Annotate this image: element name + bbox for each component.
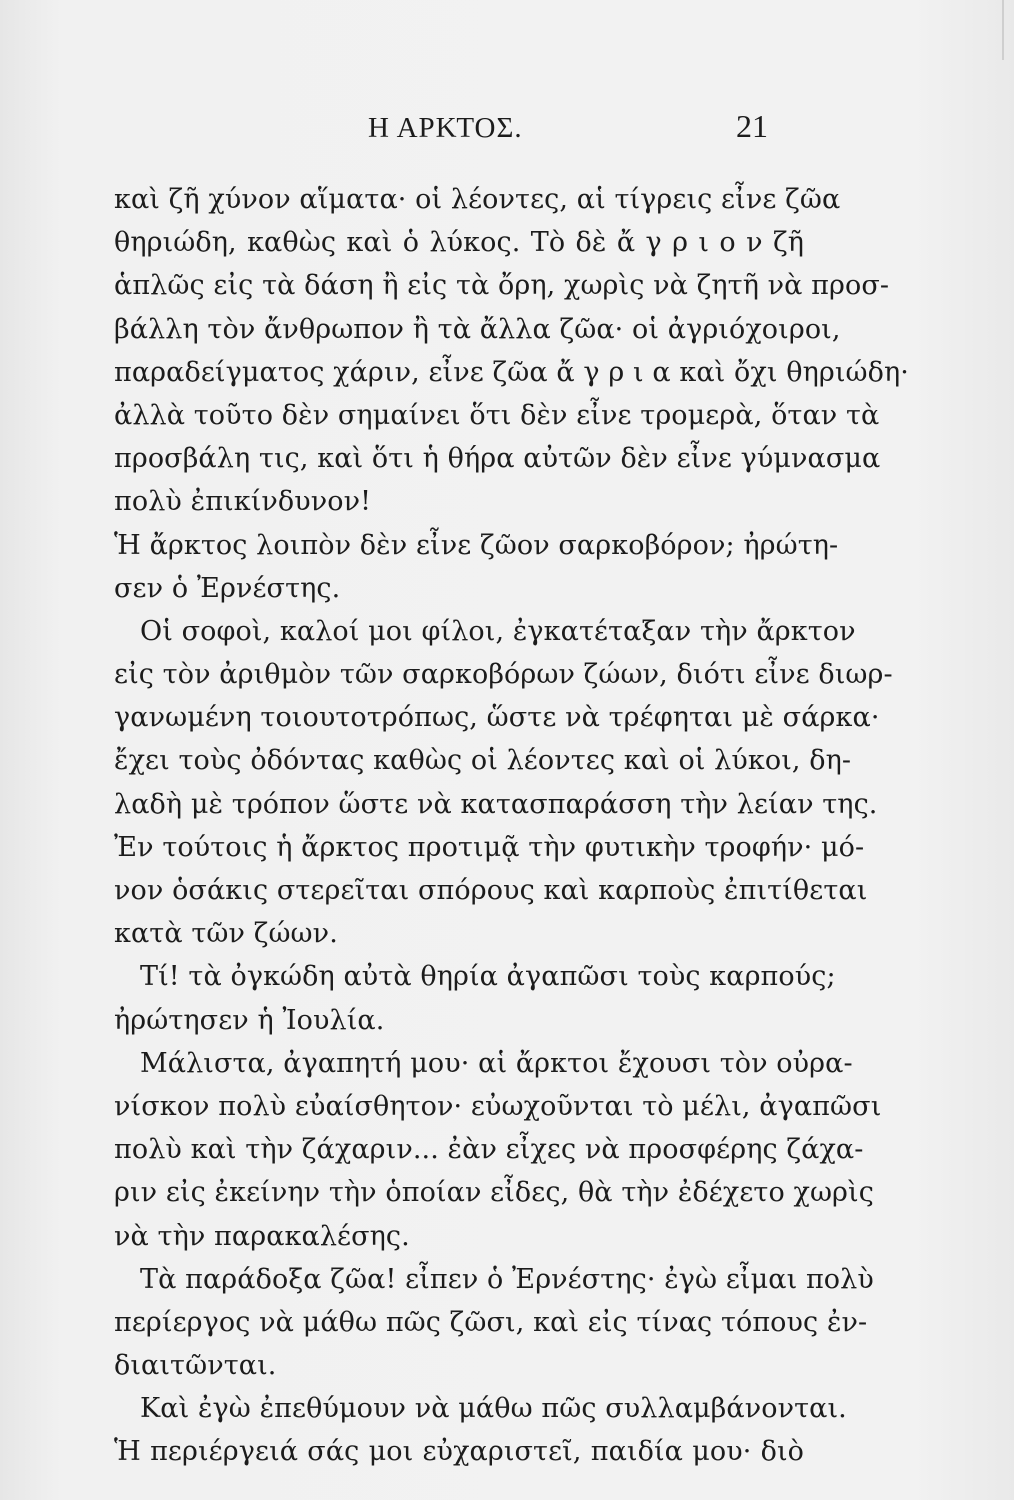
text-line: βάλλη τὸν ἄνθρωπον ἢ τὰ ἄλλα ζῶα· οἱ ἀγριόχοιροι, bbox=[114, 313, 841, 345]
text-line: ἁπλῶς εἰς τὰ δάση ἢ εἰς τὰ ὄρη, χωρὶς νὰ ζητῆ νὰ προσ- bbox=[114, 270, 890, 302]
running-title: Η ΑΡΚΤΟΣ. bbox=[368, 112, 523, 144]
text-line: κατὰ τῶν ζώων. bbox=[114, 918, 338, 950]
text-line: Τί! τὰ ὀγκώδη αὐτὰ θηρία ἀγαπῶσι τοὺς καρπούς; bbox=[140, 961, 836, 993]
text-line: ριν εἰς ἐκείνην τὴν ὁποίαν εἶδες, θὰ τὴν ἐδέχετο χωρὶς bbox=[114, 1177, 874, 1209]
text-line: διαιτῶνται. bbox=[114, 1350, 277, 1382]
text-line: Ἡ περιέργειά σάς μοι εὐχαριστεῖ, παιδία μου· διὸ bbox=[114, 1436, 804, 1468]
text-line: γανωμένη τοιουτοτρόπως, ὥστε νὰ τρέφηται μὲ σάρκα· bbox=[114, 702, 880, 734]
text-line: Ἡ ἄρκτος λοιπὸν δὲν εἶνε ζῶον σαρκοβόρον; ἠρώτη- bbox=[114, 529, 839, 561]
text-line: θηριώδη, καθὼς καὶ ὁ λύκος. Τὸ δὲ ἄ γ ρ ι ο ν ζῆ bbox=[114, 227, 804, 259]
text-line: περίεργος νὰ μάθω πῶς ζῶσι, καὶ εἰς τίνας τόπους ἐν- bbox=[114, 1306, 868, 1338]
text-line: ἀλλὰ τοῦτο δὲν σημαίνει ὅτι δὲν εἶνε τρομερὰ, ὅταν τὰ bbox=[114, 399, 880, 431]
text-line: Ἐν τούτοις ἡ ἄρκτος προτιμᾷ τὴν φυτικὴν τροφήν· μό- bbox=[114, 831, 865, 863]
page-edge-shadow bbox=[1002, 0, 1004, 60]
body-text bbox=[114, 178, 909, 1474]
page-number: 21 bbox=[736, 108, 768, 144]
text-line: ἔχει τοὺς ὀδόντας καθὼς οἱ λέοντες καὶ οἱ λύκοι, δη- bbox=[114, 745, 852, 777]
text-line: εἰς τὸν ἀριθμὸν τῶν σαρκοβόρων ζώων, διότι εἶνε διωρ- bbox=[114, 659, 893, 691]
text-line: νὰ τὴν παρακαλέσης. bbox=[114, 1220, 410, 1252]
text-line: ἠρώτησεν ἡ Ἰουλία. bbox=[114, 1004, 385, 1036]
page-header bbox=[118, 108, 768, 158]
text-line: νον ὁσάκις στερεῖται σπόρους καὶ καρποὺς ἐπιτίθεται bbox=[114, 875, 868, 906]
text-line: προσβάλη τις, καὶ ὅτι ἡ θήρα αὐτῶν δὲν εἶνε γύμνασμα bbox=[114, 443, 881, 475]
text-line: πολὺ ἐπικίνδυνον! bbox=[114, 486, 372, 518]
text-line: πολὺ καὶ τὴν ζάχαριν... ἐὰν εἶχες νὰ προσφέρης ζάχα- bbox=[114, 1134, 864, 1166]
text-line: λαδὴ μὲ τρόπον ὥστε νὰ κατασπαράσση τὴν λείαν της. bbox=[114, 788, 878, 820]
text-line: νίσκον πολὺ εὐαίσθητον· εὐωχοῦνται τὸ μέλι, ἀγαπῶσι bbox=[114, 1090, 882, 1122]
text-line: Καὶ ἐγὼ ἐπεθύμουν νὰ μάθω πῶς συλλαμβάνονται. bbox=[140, 1393, 847, 1425]
text-line: Οἱ σοφοὶ, καλοί μοι φίλοι, ἐγκατέταξαν τὴν ἄρκτον bbox=[140, 615, 856, 647]
text-line: σεν ὁ Ἐρνέστης. bbox=[114, 572, 341, 604]
text-line: Τὰ παράδοξα ζῶα! εἶπεν ὁ Ἐρνέστης· ἐγὼ εἶμαι πολὺ bbox=[140, 1263, 874, 1295]
text-line: παραδείγματος χάριν, εἶνε ζῶα ἄ γ ρ ι α καὶ ὄχι θηριώδη· bbox=[114, 356, 909, 388]
text-line: καὶ ζῆ χύνον αἵματα· οἱ λέοντες, αἱ τίγρεις εἶνε ζῶα bbox=[114, 184, 841, 215]
text-line: Μάλιστα, ἀγαπητή μου· αἱ ἄρκτοι ἔχουσι τὸν οὐρα- bbox=[140, 1047, 853, 1079]
